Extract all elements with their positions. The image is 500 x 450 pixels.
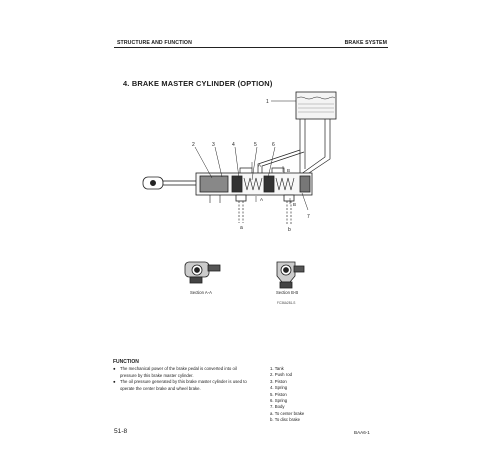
legend-item: 2. Push rod	[270, 372, 292, 378]
legend-item: 4. Spring	[270, 385, 288, 391]
page-number: 51-8	[114, 428, 128, 435]
figure-code: FC36A281-S	[277, 301, 296, 305]
document-code: BAA6-1	[354, 430, 370, 435]
callout-4: 4	[232, 142, 235, 148]
function-bullet	[113, 366, 253, 379]
callout-3: 3	[212, 142, 215, 148]
legend-item: 6. Spring	[270, 398, 288, 404]
function-bullet	[113, 379, 253, 392]
section-marker-b-top: B	[287, 168, 291, 173]
section-marker-a-bottom: A	[260, 197, 264, 202]
legend-item: a. To center brake	[270, 410, 305, 416]
section-bb-drawing	[277, 262, 304, 288]
tank-drawing	[296, 92, 336, 179]
legend-item: 1. Tank	[270, 366, 284, 371]
bullet-dot-icon: ●	[113, 366, 116, 371]
legend-item: 7. Body	[270, 404, 285, 410]
callout-a: a	[240, 225, 243, 231]
header-section-title: STRUCTURE AND FUNCTION	[117, 40, 192, 46]
legend-item: 5. Piston	[270, 391, 287, 397]
section-aa-drawing	[185, 262, 220, 283]
legend-item: b. To disc brake	[270, 417, 301, 423]
function-bullet-text: The oil pressure generated by this brake master cylinder is used to operate the center brake and wheel brake.	[120, 379, 247, 391]
push-rod-drawing	[143, 177, 197, 189]
section-marker-a-top: A	[258, 163, 262, 168]
callout-1: 1	[266, 99, 269, 105]
callout-6: 6	[272, 142, 275, 148]
bullet-dot-icon: ●	[113, 379, 116, 385]
legend-item: 3. Piston	[270, 378, 287, 384]
function-text	[113, 366, 253, 392]
section-bb-caption: Section B-B	[276, 290, 299, 295]
function-heading: FUNCTION	[113, 359, 139, 365]
cylinder-body-drawing	[196, 173, 312, 203]
parts-legend	[270, 366, 304, 424]
callout-7: 7	[307, 214, 310, 220]
outlet-pipes	[239, 201, 291, 225]
header-chapter-title: BRAKE SYSTEM	[344, 40, 387, 46]
function-bullet-text: The mechanical power of the brake pedal is converted into oil pressure by this brake master cylinder.	[120, 366, 237, 378]
page-title: 4. BRAKE MASTER CYLINDER (OPTION)	[123, 79, 273, 88]
reservoir-pipes	[240, 150, 304, 176]
callout-b: b	[288, 227, 291, 233]
callout-2: 2	[192, 142, 195, 148]
callout-5: 5	[254, 142, 257, 148]
section-marker-b-bottom: B	[293, 202, 297, 207]
section-aa-caption: Section A-A	[190, 290, 212, 295]
